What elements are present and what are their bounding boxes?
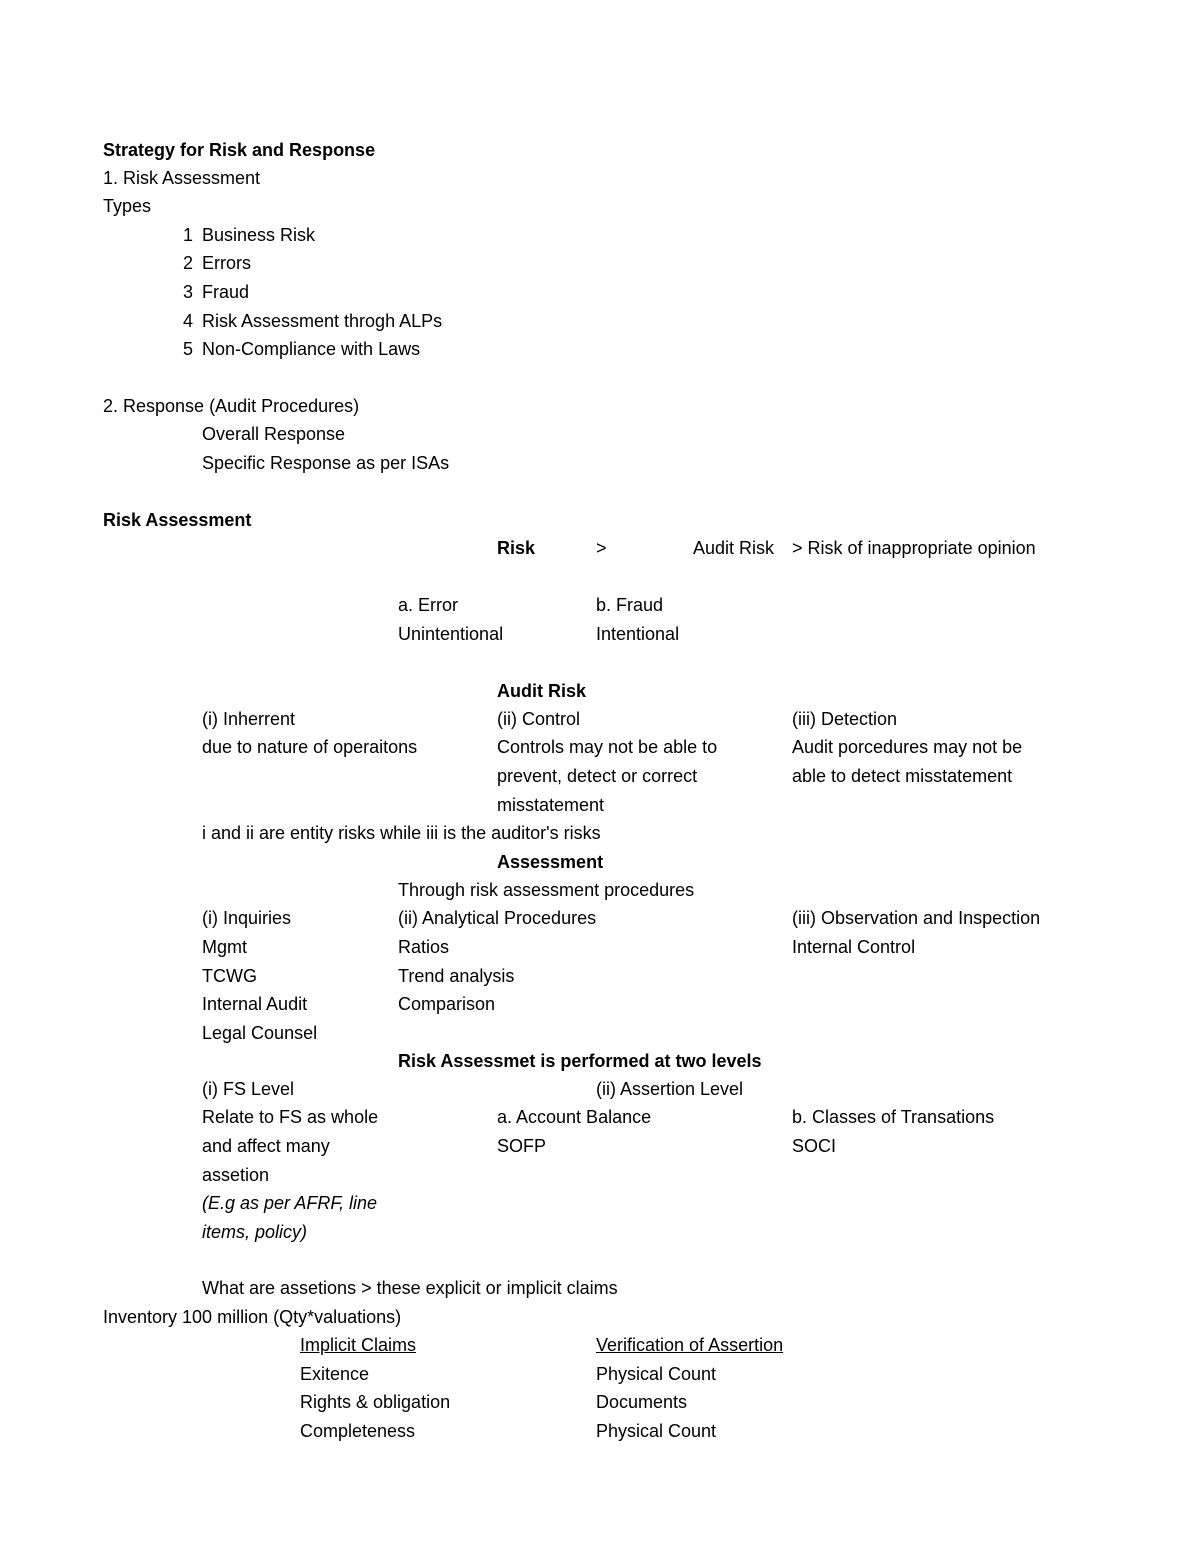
type-item: Risk Assessment throgh ALPs — [202, 311, 443, 331]
assessment-item: Ratios — [398, 937, 450, 957]
assessment-item: TCWG — [202, 966, 257, 986]
inventory-line: Inventory 100 million (Qty*valuations) — [103, 1307, 402, 1327]
document-title: Strategy for Risk and Response — [103, 140, 376, 160]
implicit-claims-header: Implicit Claims — [300, 1335, 417, 1355]
section-risk-assessment-heading: 1. Risk Assessment — [103, 168, 261, 188]
levels-heading: Risk Assessmet is performed at two levels — [398, 1051, 762, 1071]
assessment-item: Internal Control — [792, 937, 916, 957]
assessment-item: Internal Audit — [202, 994, 308, 1014]
verification-item: Physical Count — [596, 1364, 717, 1384]
verification-item: Physical Count — [596, 1421, 717, 1441]
assessment-item: Trend analysis — [398, 966, 515, 986]
risk-assessment-heading: Risk Assessment — [103, 510, 252, 530]
flow-risk: Risk — [497, 538, 536, 558]
audit-risk-note: i and ii are entity risks while iii is the auditor's risks — [202, 823, 601, 843]
assertions-question: What are assetions > these explicit or implicit claims — [202, 1278, 618, 1298]
fraud-desc: Intentional — [596, 624, 680, 644]
audit-risk-line: prevent, detect or correct — [497, 766, 698, 786]
audit-risk-line: due to nature of operaitons — [202, 737, 418, 757]
fs-level-example: (E.g as per AFRF, line — [202, 1193, 378, 1213]
fs-level-heading: (i) FS Level — [202, 1079, 295, 1099]
type-item: Business Risk — [202, 225, 316, 245]
transactions-value: SOCI — [792, 1136, 837, 1156]
account-balance-label: a. Account Balance — [497, 1107, 652, 1127]
assessment-item: Comparison — [398, 994, 496, 1014]
fs-level-example: items, policy) — [202, 1222, 308, 1242]
error-desc: Unintentional — [398, 624, 504, 644]
verification-item: Documents — [596, 1392, 688, 1412]
error-label: a. Error — [398, 595, 459, 615]
assessment-column-heading: (iii) Observation and Inspection — [792, 908, 1041, 928]
type-number: 5 — [183, 339, 194, 359]
types-label: Types — [103, 196, 152, 216]
audit-risk-column-heading: (i) Inherrent — [202, 709, 296, 729]
type-number: 4 — [183, 311, 194, 331]
type-item: Non-Compliance with Laws — [202, 339, 421, 359]
flow-arrow: > — [596, 538, 607, 558]
fraud-label: b. Fraud — [596, 595, 664, 615]
audit-risk-line: Audit porcedures may not be — [792, 737, 1023, 757]
assessment-item: Mgmt — [202, 937, 247, 957]
audit-risk-column-heading: (iii) Detection — [792, 709, 898, 729]
audit-risk-line: Controls may not be able to — [497, 737, 718, 757]
assertion-level-heading: (ii) Assertion Level — [596, 1079, 744, 1099]
transactions-label: b. Classes of Transations — [792, 1107, 995, 1127]
flow-result: > Risk of inappropriate opinion — [792, 538, 1036, 558]
assessment-item: Legal Counsel — [202, 1023, 318, 1043]
type-item: Fraud — [202, 282, 250, 302]
account-balance-value: SOFP — [497, 1136, 547, 1156]
fs-level-line: assetion — [202, 1165, 270, 1185]
flow-audit-risk: Audit Risk — [693, 538, 775, 558]
type-number: 2 — [183, 253, 194, 273]
claim-item: Exitence — [300, 1364, 370, 1384]
response-item: Overall Response — [202, 424, 346, 444]
response-item: Specific Response as per ISAs — [202, 453, 450, 473]
type-number: 1 — [183, 225, 194, 245]
audit-risk-column-heading: (ii) Control — [497, 709, 581, 729]
response-heading: 2. Response (Audit Procedures) — [103, 396, 360, 416]
verification-header: Verification of Assertion — [596, 1335, 784, 1355]
assessment-heading: Assessment — [497, 852, 604, 872]
claim-item: Rights & obligation — [300, 1392, 451, 1412]
audit-risk-line: able to detect misstatement — [792, 766, 1013, 786]
type-item: Errors — [202, 253, 251, 273]
fs-level-line: Relate to FS as whole — [202, 1107, 379, 1127]
audit-risk-heading: Audit Risk — [497, 681, 587, 701]
audit-risk-line: misstatement — [497, 795, 605, 815]
assessment-column-heading: (i) Inquiries — [202, 908, 292, 928]
type-number: 3 — [183, 282, 194, 302]
claim-item: Completeness — [300, 1421, 416, 1441]
fs-level-line: and affect many — [202, 1136, 330, 1156]
assessment-subtitle: Through risk assessment procedures — [398, 880, 695, 900]
assessment-column-heading: (ii) Analytical Procedures — [398, 908, 597, 928]
